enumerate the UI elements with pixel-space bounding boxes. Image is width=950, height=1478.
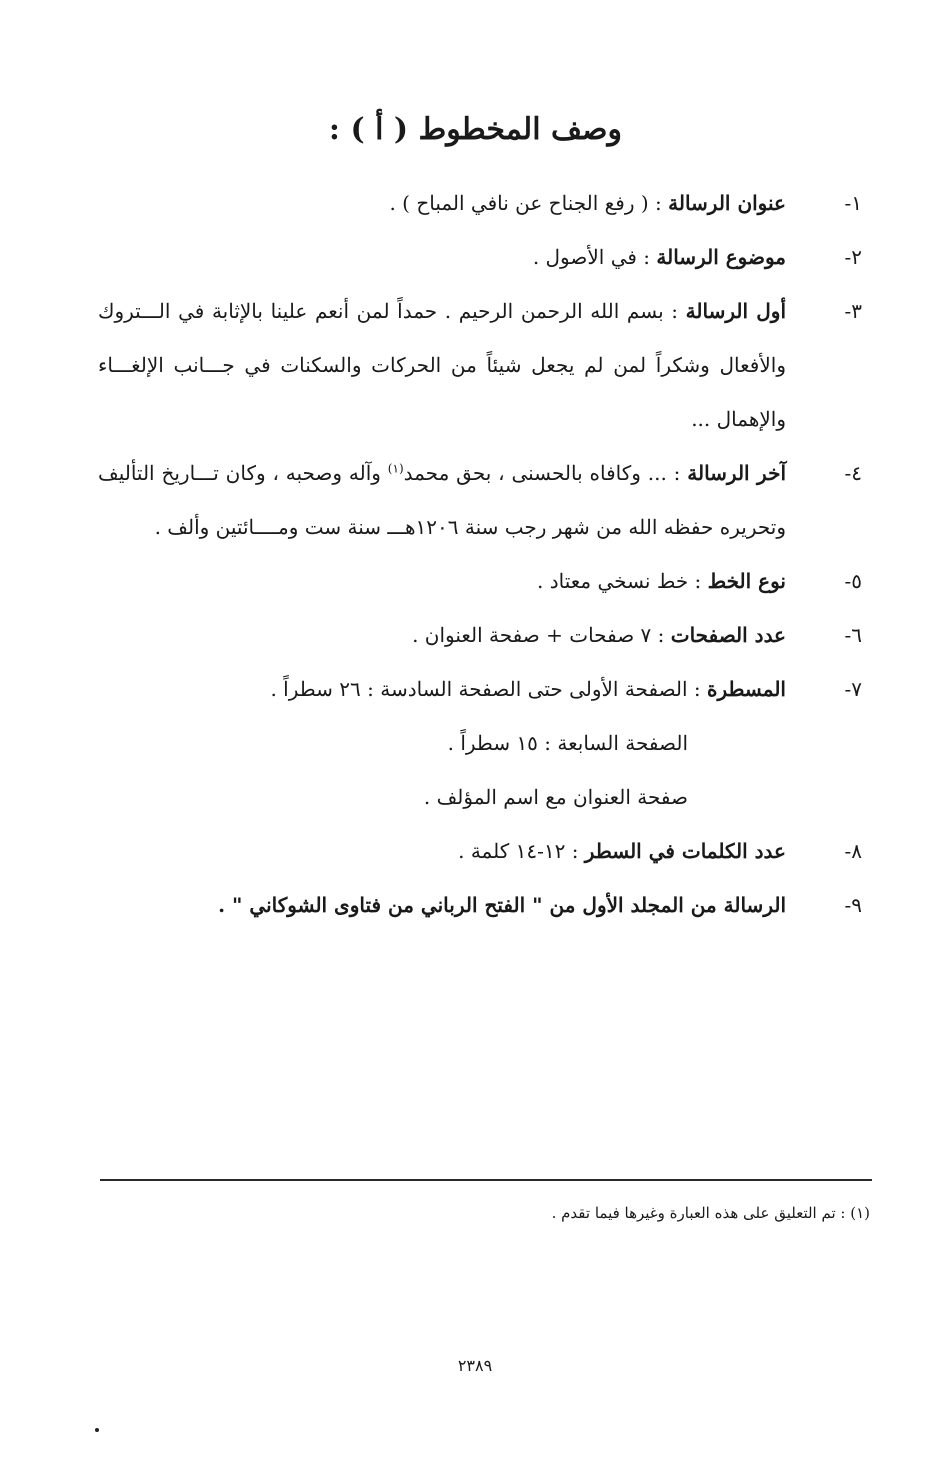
list-item-pages <box>98 608 862 662</box>
item-separator: : <box>636 245 657 269</box>
page-title: وصف المخطوط ( أ ) : <box>328 112 622 147</box>
list-item-words <box>98 824 862 878</box>
description-list <box>98 176 862 932</box>
item-text: ( رفع الجناح عن نافي المباح ) . <box>389 191 649 215</box>
item-separator: : <box>663 299 686 323</box>
item-separator: : <box>565 839 585 863</box>
item-body: الرسالة من المجلد الأول من " الفتح الرباني من فتاوى الشوكاني " . <box>218 893 786 917</box>
item-text: ٧ صفحات + صفحة العنوان . <box>412 623 652 647</box>
item-text: في الأصول . <box>532 245 637 269</box>
item-body <box>98 662 786 716</box>
item-label: نوع الخط <box>707 569 786 593</box>
item-separator: : <box>651 623 671 647</box>
item-number: ٨- <box>844 839 862 863</box>
item-label: عدد الكلمات في السطر <box>584 839 786 863</box>
list-item-opening <box>98 284 862 446</box>
item-body <box>98 554 786 608</box>
item-separator: : <box>648 191 669 215</box>
item-number: ٥- <box>844 569 862 593</box>
list-item-source <box>98 878 862 932</box>
item-text: بسم الله الرحمن الرحيم . حمداً لمن أنعم علينا بالإثابة في الـــتروك والأفعال وشكراً لمن لم يجعل شيئاً من الحركات والسكنات في جـــانب الإلغـــاء والإهمال ... <box>98 299 786 431</box>
item-body <box>98 230 786 284</box>
item-body <box>98 608 786 662</box>
item-number: ٦- <box>844 623 862 647</box>
footnote-divider <box>100 1179 872 1181</box>
list-item-title <box>98 176 862 230</box>
item-label: عدد الصفحات <box>670 623 786 647</box>
item-label: المسطرة <box>707 677 786 701</box>
item-separator: : <box>666 461 688 485</box>
ruling-sub-line: صفحة العنوان مع اسم المؤلف . <box>423 785 688 809</box>
item-text: ١٢-١٤ كلمة . <box>458 839 566 863</box>
item-separator: : <box>688 569 708 593</box>
item-body <box>98 446 786 554</box>
item-label: موضوع الرسالة <box>656 245 786 269</box>
ruling-sub-line: الصفحة السابعة : ١٥ سطراً . <box>447 731 688 755</box>
item-separator: : <box>687 677 708 701</box>
scan-speck <box>95 1428 99 1432</box>
item-text: خط نسخي معتاد . <box>537 569 689 593</box>
item-label: آخر الرسالة <box>687 461 787 485</box>
item-body <box>98 284 786 446</box>
item-text-continued: وآله وصحبه ، وكان تـــاريخ التأليف وتحريره حفظه الله من شهر رجب سنة ١٢٠٦هـــ سنة ست ومــــائتين وألف . <box>98 461 786 539</box>
item-number: ٧- <box>844 677 862 701</box>
list-item-ruling <box>98 662 862 716</box>
item-body <box>98 176 786 230</box>
list-item-script <box>98 554 862 608</box>
item-text: ... وكافاه بالحسنى ، بحق محمد <box>403 461 667 485</box>
item-label: أول الرسالة <box>685 299 786 323</box>
item-text: الصفحة الأولى حتى الصفحة السادسة : ٢٦ سطراً . <box>270 677 688 701</box>
item-body <box>98 824 786 878</box>
item-number: ٢- <box>844 245 862 269</box>
list-item-ending <box>98 446 862 554</box>
footnote: (١) : تم التعليق على هذه العبارة وغيرها فيما تقدم . <box>551 1204 870 1222</box>
item-number: ٩- <box>844 893 862 917</box>
list-item-subject <box>98 230 862 284</box>
item-label: عنوان الرسالة <box>668 191 786 215</box>
footnote-reference: (١) <box>387 461 404 476</box>
item-number: ١- <box>844 191 862 215</box>
item-number: ٤- <box>844 461 862 485</box>
page-number: ٢٣٨٩ <box>457 1356 493 1375</box>
item-number: ٣- <box>844 299 862 323</box>
